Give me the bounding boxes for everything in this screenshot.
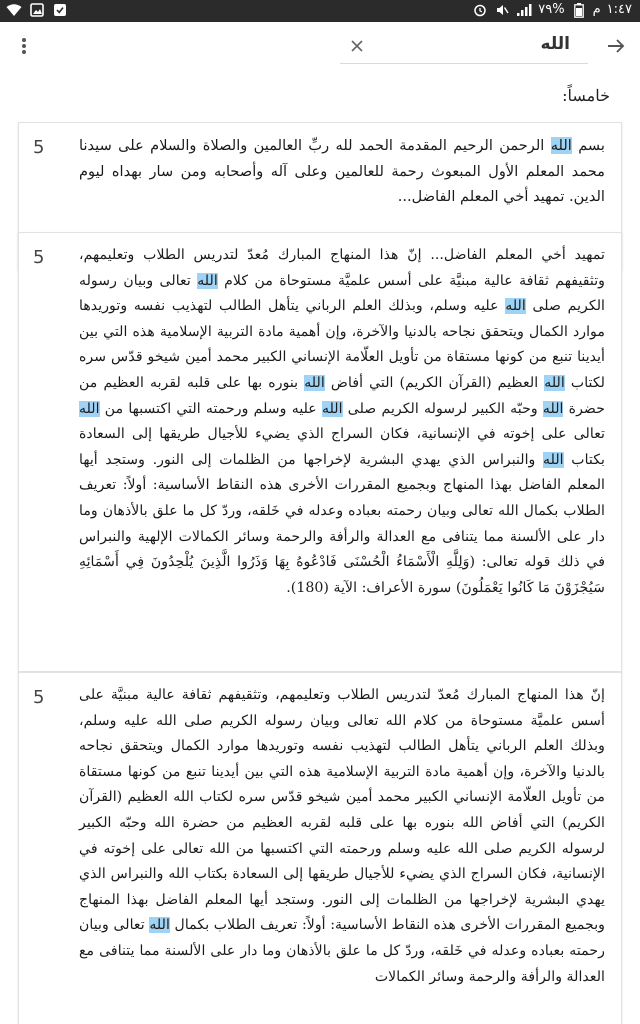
result-page-number: 5 xyxy=(33,687,45,708)
back-arrow-icon[interactable] xyxy=(604,34,628,58)
more-options-icon[interactable] xyxy=(12,34,36,58)
result-page-number: 5 xyxy=(33,137,45,158)
result-text-segment: عليه وسلم ورحمته التي اكتسبها من xyxy=(99,400,322,417)
result-text-segment: عليه وسلم، وبذلك العلم الرباني يتأهل الطالب لتهذيب نفسه وتوريدها موارد الكمال ويتحقق نجاحه بالدنيا والآخرة، وإن أهمية مادة التربية الإسلامية هذه التي بين أيدينا تنبع من كونها مستقاة من تأويل العلّامة الإنساني الكبير محمد أمين شيخو قدّس سره لكتاب xyxy=(79,298,605,391)
result-card[interactable] xyxy=(18,232,622,672)
search-match-highlight: الله xyxy=(197,272,218,289)
result-page-number: 5 xyxy=(33,247,45,268)
status-period: م xyxy=(592,2,601,17)
status-time: ١:٤٧ xyxy=(606,2,632,17)
search-toolbar xyxy=(0,22,640,70)
result-text-segment: تمهيد أخي المعلم الفاضل... إنّ هذا المنهاج المبارك مُعدّ لتدريس الطلاب وتعليمهم، وتثقيفهم ثقافة عالية مبنيَّة على أسس علميَّة مستوحاة من كلام xyxy=(79,247,605,289)
search-query[interactable]: الله xyxy=(540,34,570,54)
result-text-segment: إنّ هذا المنهاج المبارك مُعدّ لتدريس الطلاب وتعليمهم، وتثقيفهم ثقافة عالية مبنيَّة على أسس علميَّة مستوحاة من كلام الله تعالى وبيان رسوله الكريم صلى الله عليه وسلم، وبذلك العلم الرباني يتأهل الطالب لتهذيب نفسه وتوريدها موارد الكمال ويتحقق نجاحه بالدنيا والآخرة، وإن أهمية مادة التربية الإسلامية هذه التي بين أيدينا تنبع من كونها مستقاة من تأويل العلّامة الإنساني الكبير محمد أمين شيخو قدّس سره لكتاب الله العظيم (القرآن الكريم) التي أفاض الله بنوره بها على قلبه لقربه العظيم من حضرة الله وحبّه الكبير لرسوله الكريم صلى الله عليه وسلم ورحمته التي اكتسبها من الله تعالى على إخوته في الإنسانية، فكان السراج الذي يضيء للأجيال طريقها إلى السعادة بكتاب الله والنبراس الذي يهدي البشرية لإخراجها من الظلمات إلى النور. وستجد أيها المعلم الفاضل بهذا المنهاج وبجميع المقررات الأخرى هذه النقاط الأساسية: أولاً: تعريف الطلاب بكمال xyxy=(79,687,605,934)
result-text-segment: العظيم (القرآن الكريم) التي أفاض xyxy=(324,374,545,391)
result-text-segment: بنوره بها على قلبه لقربه العظيم من حضرة xyxy=(79,374,605,417)
status-bar xyxy=(0,0,640,22)
result-text-segment: تعالى على إخوته في الإنسانية، فكان السراج الذي يضيء للأجيال طريقها إلى السعادة بكتاب xyxy=(79,426,605,468)
result-card[interactable] xyxy=(18,672,622,1024)
result-text xyxy=(79,683,605,990)
signal-icon xyxy=(516,2,532,18)
section-heading: خامساً: xyxy=(562,86,610,105)
search-match-highlight: الله xyxy=(79,400,100,417)
result-text-segment: والنبراس الذي يهدي البشرية لإخراجها من الظلمات إلى النور. وستجد أيها المعلم الفاضل بهذا المنهاج وبجميع المقررات الأخرى هذه النقاط الأساسية: أولاً: تعريف الطلاب بكمال الله تعالى وبيان رحمته بعباده وعدله في خَلقه، وردّ كل ما علق بالأذهان وما دار على الألسنة مما يتنافى مع العدالة والرأفة والرحمة وسائر الكمالات الإلهية والنبراس في ذلك قوله تعالى: (وَلِلَّهِ الْأَسْمَاءُ الْحُسْنَى فَادْعُوهُ بِهَا وَذَرُوا الَّذِينَ يُلْحِدُونَ فِي أَسْمَائِهِ سَيُجْزَوْنَ مَا كَانُوا يَعْمَلُونَ) سورة الأعراف: الآية (180). xyxy=(79,451,605,596)
battery-percent: ٧٩% xyxy=(538,2,565,17)
search-match-highlight: الله xyxy=(550,137,572,154)
search-match-highlight: الله xyxy=(542,400,564,417)
result-text xyxy=(79,133,605,210)
wifi-icon xyxy=(6,2,22,18)
search-match-highlight: الله xyxy=(304,374,325,391)
result-text-segment: بسم xyxy=(571,137,605,154)
status-icons-right xyxy=(472,2,632,18)
search-match-highlight: الله xyxy=(543,451,564,468)
result-text-segment: تعالى وبيان رحمته بعباده وعدله في خَلقه، وردّ كل ما علق بالأذهان وما دار على الألسنة مما يتنافى مع العدالة والرأفة والرحمة وسائر الكمالات xyxy=(79,917,605,985)
search-results xyxy=(0,70,640,1024)
result-text-segment: الرحمن الرحيم المقدمة الحمد لله ربِّ العالمين والصلاة والسلام على سيدنا محمد المعلم الأول المبعوث رحمة للعالمين وعلى آله وأصحابه ومن سار بهداه ليوم الدين. تمهيد أخي المعلم الفاضل... xyxy=(79,137,605,206)
result-text-segment: وحبّه الكبير لرسوله الكريم صلى xyxy=(342,400,543,417)
search-match-highlight: الله xyxy=(149,917,170,934)
search-match-highlight: الله xyxy=(505,298,526,315)
search-match-highlight: الله xyxy=(321,400,343,417)
clear-icon[interactable] xyxy=(344,33,370,59)
mute-icon xyxy=(494,2,510,18)
result-text xyxy=(79,243,605,601)
app-icon xyxy=(52,2,68,18)
result-text-segment: تعالى وبيان رسوله الكريم صلى xyxy=(79,272,605,315)
search-match-highlight: الله xyxy=(544,374,565,391)
battery-icon xyxy=(571,2,587,18)
alarm-icon xyxy=(472,2,488,18)
gallery-icon xyxy=(29,2,45,18)
search-field[interactable] xyxy=(340,30,588,64)
status-icons-left xyxy=(6,2,68,18)
